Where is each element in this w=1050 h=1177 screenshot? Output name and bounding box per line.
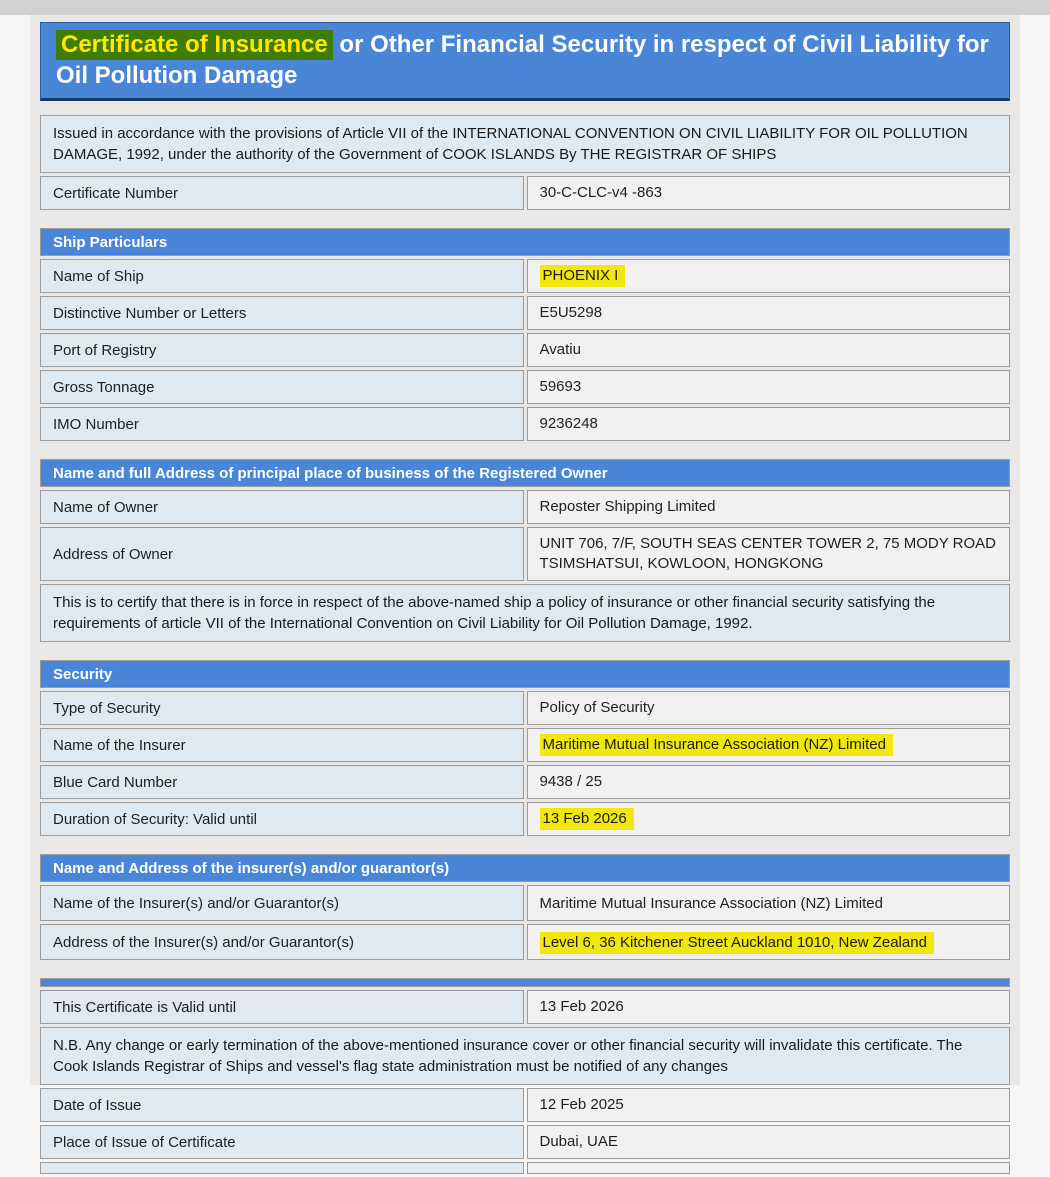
insurer-guarantor-name-label: Name of the Insurer(s) and/or Guarantor(s) xyxy=(40,885,524,921)
insurer-guarantor-address-label: Address of the Insurer(s) and/or Guarantor(s) xyxy=(40,924,524,960)
highlighted-value: 13 Feb 2026 xyxy=(540,808,634,830)
certificate-valid-until-label: This Certificate is Valid until xyxy=(40,990,524,1024)
issued-statement: Issued in accordance with the provisions of Article VII of the INTERNATIONAL CONVENTION ON CIVIL LIABILITY FOR OIL POLLUTION DAMAGE, 1992, under the authority of the Government of COOK ISLANDS By THE REGISTRAR OF SHIPS xyxy=(40,115,1010,173)
intro-section xyxy=(37,112,1013,213)
section-header-registered-owner: Name and full Address of principal place of business of the Registered Owner xyxy=(40,459,1010,487)
highlighted-value: PHOENIX I xyxy=(540,265,626,287)
distinctive-number-value: E5U5298 xyxy=(527,296,1011,330)
insurer-guarantor-address-value xyxy=(527,924,1011,960)
gross-tonnage-value: 59693 xyxy=(527,370,1011,404)
imo-number-label: IMO Number xyxy=(40,407,524,441)
table-row xyxy=(40,728,1010,762)
place-of-issue-value: Dubai, UAE xyxy=(527,1125,1011,1159)
section-header-ship-particulars: Ship Particulars xyxy=(40,228,1010,256)
port-of-registry-value: Avatiu xyxy=(527,333,1011,367)
partial-row-label xyxy=(40,1162,524,1174)
date-of-issue-label: Date of Issue xyxy=(40,1088,524,1122)
certificate-valid-until-value: 13 Feb 2026 xyxy=(527,990,1011,1024)
table-row xyxy=(40,885,1010,921)
table-row xyxy=(40,370,1010,404)
title-highlighted-phrase: Certificate of Insurance xyxy=(56,30,333,60)
table-row xyxy=(40,691,1010,725)
table-row xyxy=(40,296,1010,330)
certificate-number-value: 30-C-CLC-v4 -863 xyxy=(527,176,1011,210)
name-of-insurer-label: Name of the Insurer xyxy=(40,728,524,762)
top-gray-strip xyxy=(0,0,1050,15)
table-row xyxy=(40,924,1010,960)
table-row xyxy=(40,259,1010,293)
table-row xyxy=(40,765,1010,799)
address-of-owner-label: Address of Owner xyxy=(40,527,524,581)
table-row xyxy=(40,407,1010,441)
highlighted-value: Level 6, 36 Kitchener Street Auckland 1010, New Zealand xyxy=(540,932,934,954)
gross-tonnage-label: Gross Tonnage xyxy=(40,370,524,404)
registered-owner-section xyxy=(37,456,1013,645)
validity-section xyxy=(37,975,1013,1177)
security-section xyxy=(37,657,1013,839)
title-rest: or Other Financial Security in respect of Civil Liability for Oil Pollution Damage xyxy=(56,31,989,89)
section-header-insurer-guarantor: Name and Address of the insurer(s) and/or guarantor(s) xyxy=(40,854,1010,882)
partial-row-value xyxy=(527,1162,1011,1174)
duration-of-security-value xyxy=(527,802,1011,836)
table-row xyxy=(40,802,1010,836)
certificate-title-banner xyxy=(40,22,1010,101)
table-row xyxy=(40,1088,1010,1122)
section-header-security: Security xyxy=(40,660,1010,688)
duration-of-security-label: Duration of Security: Valid until xyxy=(40,802,524,836)
name-of-insurer-value xyxy=(527,728,1011,762)
distinctive-number-label: Distinctive Number or Letters xyxy=(40,296,524,330)
nb-statement: N.B. Any change or early termination of the above-mentioned insurance cover or other financial security will invalidate this certificate. The Cook Islands Registrar of Ships and vessel's flag state administration must be notified of any changes xyxy=(40,1027,1010,1085)
type-of-security-value: Policy of Security xyxy=(527,691,1011,725)
name-of-owner-label: Name of Owner xyxy=(40,490,524,524)
highlighted-value: Maritime Mutual Insurance Association (NZ) Limited xyxy=(540,734,893,756)
type-of-security-label: Type of Security xyxy=(40,691,524,725)
insurer-guarantor-name-value: Maritime Mutual Insurance Association (NZ) Limited xyxy=(527,885,1011,921)
table-row xyxy=(40,990,1010,1024)
table-row xyxy=(40,527,1010,581)
section-header-empty-bar xyxy=(40,978,1010,987)
address-of-owner-value: UNIT 706, 7/F, SOUTH SEAS CENTER TOWER 2, 75 MODY ROAD TSIMSHATSUI, KOWLOON, HONGKONG xyxy=(527,527,1011,581)
blue-card-number-label: Blue Card Number xyxy=(40,765,524,799)
date-of-issue-value: 12 Feb 2025 xyxy=(527,1088,1011,1122)
certificate-document xyxy=(30,15,1020,1151)
blue-card-number-value: 9438 / 25 xyxy=(527,765,1011,799)
table-row xyxy=(40,490,1010,524)
ship-particulars-section xyxy=(37,225,1013,444)
table-row-partial xyxy=(40,1162,1010,1174)
name-of-ship-label: Name of Ship xyxy=(40,259,524,293)
certify-statement: This is to certify that there is in force in respect of the above-named ship a policy of insurance or other financial security satisfying the requirements of article VII of the International Convention on Civil Liability for Oil Pollution Damage, 1992. xyxy=(40,584,1010,642)
insurer-guarantor-section xyxy=(37,851,1013,963)
certificate-number-label: Certificate Number xyxy=(40,176,524,210)
table-row xyxy=(40,176,1010,210)
table-row xyxy=(40,333,1010,367)
port-of-registry-label: Port of Registry xyxy=(40,333,524,367)
imo-number-value: 9236248 xyxy=(527,407,1011,441)
table-row xyxy=(40,1125,1010,1159)
name-of-ship-value xyxy=(527,259,1011,293)
place-of-issue-label: Place of Issue of Certificate xyxy=(40,1125,524,1159)
name-of-owner-value: Reposter Shipping Limited xyxy=(527,490,1011,524)
